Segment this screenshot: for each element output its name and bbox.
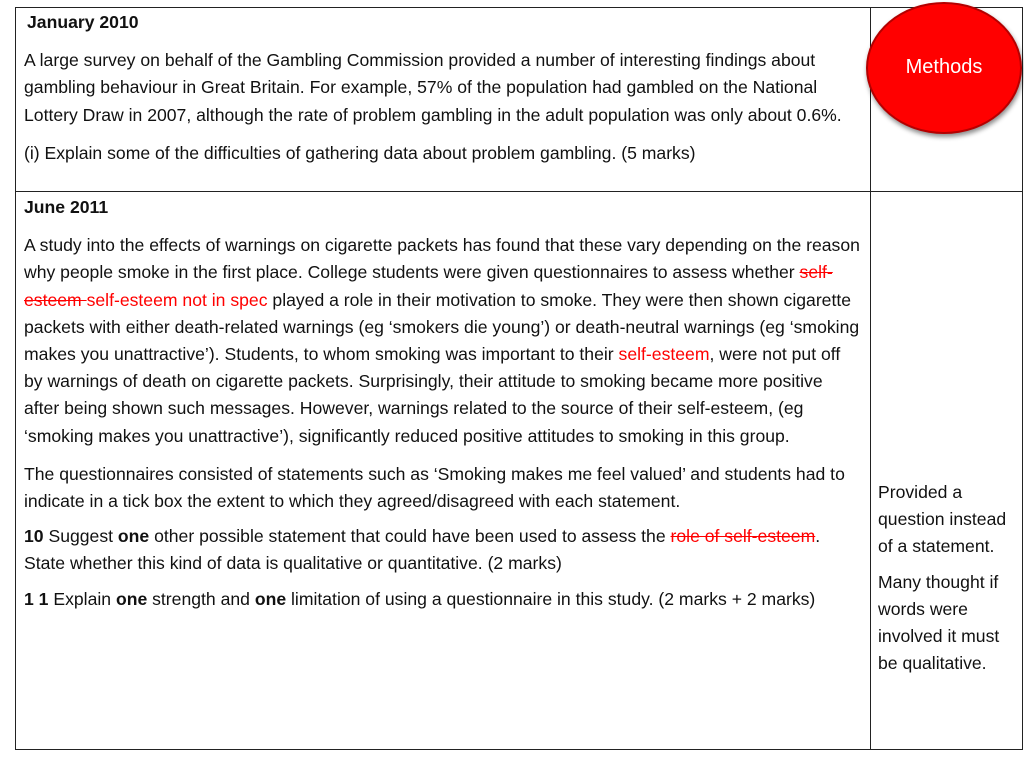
question-context: A large survey on behalf of the Gambling Commission provided a number of interesting findings about gambling behaviour in Great Britain. For example, 57% of the population had gambled on the National Lottery Draw in 2007, although the rate of problem gambling in the adult population was only about 0.6%. (24, 50, 842, 125)
question-number: 1 1 (24, 588, 49, 609)
bold-text: one (254, 588, 287, 609)
methods-badge-label: Methods (905, 56, 983, 78)
struck-text: self-esteem (24, 262, 833, 310)
question-heading: June 2011 (24, 197, 109, 217)
bold-text: one (117, 526, 150, 547)
text: played a role in their motivation to smoke. They were then shown cigarette packets with either death-related warnings (eg ‘smokers die young’) or death-neutral warnings (eg ‘smoking makes you unattractive’). Students, to whom smoking was important to their (24, 289, 860, 365)
question-11 (24, 586, 862, 613)
text: A study into the effects of warnings on cigarette packets has found that these vary depending on the reason why people smoke in the first place. College students were given questionnaires to assess whether (24, 235, 860, 283)
examiner-note: Many thought if words were involved it must be qualitative. (878, 571, 1000, 674)
question-january-2010 (24, 9, 862, 167)
bold-text: one (115, 588, 148, 609)
text: Explain (48, 588, 116, 609)
text: Suggest (43, 526, 118, 547)
text: . State whether this kind of data is qualitative or quantitative. (2 marks) (24, 526, 821, 574)
question-prompt: (i) Explain some of the difficulties of gathering data about problem gambling. (5 marks) (24, 142, 696, 163)
examiner-note: Provided a question instead of a statement. (878, 482, 1007, 557)
question-number: 10 (24, 526, 44, 547)
red-annotation: self-esteem (618, 344, 710, 365)
text: , were not put off by warnings of death on cigarette packets. Surprisingly, their attitude to smoking became more positive after being shown such messages. However, warnings related to the source of their self-esteem, (eg ‘smoking makes you unattractive’), significantly reduced positive attitudes to smoking in this group. (24, 344, 841, 446)
question-10 (24, 523, 862, 577)
text: strength and (147, 588, 255, 609)
study-description (24, 232, 862, 450)
question-june-2011 (24, 194, 862, 613)
row-divider (16, 191, 1022, 192)
examiner-notes (878, 479, 1018, 677)
text: other possible statement that could have been used to assess the (149, 526, 671, 547)
red-annotation: self-esteem not in spec (86, 289, 268, 310)
text: limitation of using a questionnaire in this study. (2 marks + 2 marks) (286, 588, 816, 609)
methods-badge (866, 2, 1022, 134)
question-heading: January 2010 (27, 12, 139, 32)
struck-text: role of self-esteem (670, 526, 816, 547)
questionnaire-description: The questionnaires consisted of statements such as ‘Smoking makes me feel valued’ and students had to indicate in a tick box the extent to which they agreed/disagreed with each statement. (24, 463, 845, 512)
column-divider (870, 8, 871, 749)
